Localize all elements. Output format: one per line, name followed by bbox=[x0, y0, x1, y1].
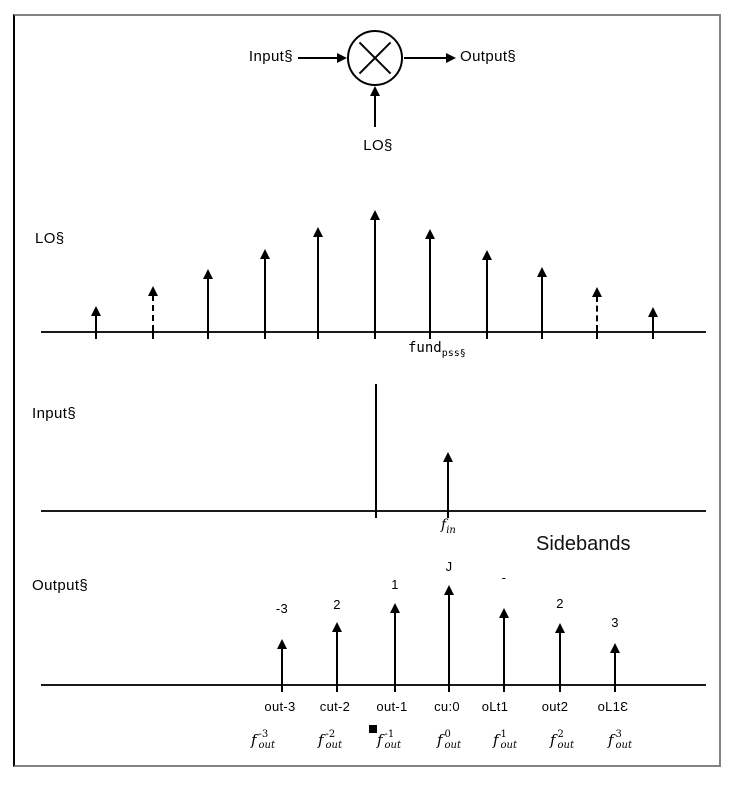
lo-harmonic-stem bbox=[596, 296, 598, 331]
f-out-text: f bbox=[492, 731, 499, 749]
f-out-supsub bbox=[385, 729, 401, 751]
lo-harmonic-tick bbox=[95, 331, 97, 339]
mixer-input-label: Input§ bbox=[248, 48, 293, 65]
f-in-text: f bbox=[441, 517, 447, 533]
output-harmonic-tick bbox=[559, 684, 561, 692]
lo-harmonic-stem bbox=[429, 238, 431, 331]
f-out-superscript: 2 bbox=[557, 729, 564, 740]
output-harmonic-tick bbox=[336, 684, 338, 692]
f-out-text: f bbox=[250, 731, 257, 749]
f-in-label bbox=[441, 517, 456, 536]
f-out-text: f bbox=[436, 731, 443, 749]
lo-harmonic-stem bbox=[652, 316, 654, 331]
lo-harmonic-tick bbox=[429, 331, 431, 339]
lo-spectrum-label: LO§ bbox=[35, 230, 65, 247]
lo-harmonic-stem bbox=[317, 236, 319, 331]
f-out-superscript: 3 bbox=[615, 729, 622, 740]
output-name-label: cu:0 bbox=[434, 699, 460, 714]
lo-harmonic-tick bbox=[652, 331, 654, 339]
f-out-subscript: out bbox=[557, 740, 575, 751]
output-harmonic-stem bbox=[394, 612, 396, 684]
lo-harmonic-stem bbox=[95, 315, 97, 331]
f-out-supsub bbox=[501, 729, 517, 751]
f-out-subscript: out bbox=[325, 740, 343, 751]
output-harmonic-stem bbox=[448, 594, 450, 684]
lo-harmonic-stem bbox=[486, 259, 488, 331]
f-out-label bbox=[493, 729, 517, 751]
lo-harmonic-tick bbox=[596, 331, 598, 339]
fund-subscript: pss§ bbox=[441, 347, 466, 359]
mixer-output-label: Output§ bbox=[460, 48, 517, 65]
mixer-circle-icon bbox=[347, 30, 403, 86]
f-out-label bbox=[550, 729, 574, 751]
output-arrow-line bbox=[404, 57, 447, 59]
f-out-supsub bbox=[616, 729, 632, 751]
fund-pss-label bbox=[408, 340, 466, 359]
lo-harmonic-stem bbox=[374, 219, 376, 331]
mixer-lo-label: LO§ bbox=[363, 137, 393, 154]
sidebands-annotation: Sidebands bbox=[536, 533, 631, 555]
input-baseline bbox=[41, 510, 706, 512]
f-out-label bbox=[318, 729, 342, 751]
lo-harmonic-tick bbox=[264, 331, 266, 339]
input-spike-tick bbox=[375, 510, 377, 518]
f-in-subscript: in bbox=[446, 524, 456, 536]
f-out-label bbox=[437, 729, 461, 751]
output-name-label: oL1Ɛ bbox=[597, 699, 629, 714]
output-harmonic-number-label: 2 bbox=[556, 596, 564, 611]
output-name-label: out-1 bbox=[376, 699, 408, 714]
output-name-label: cut-2 bbox=[319, 699, 351, 714]
lo-harmonic-stem bbox=[541, 276, 543, 331]
output-name-label: oLt1 bbox=[481, 699, 509, 714]
output-spectrum-label: Output§ bbox=[32, 577, 89, 594]
output-harmonic-tick bbox=[503, 684, 505, 692]
lo-harmonic-tick bbox=[541, 331, 543, 339]
f-out-text: f bbox=[607, 731, 614, 749]
output-harmonic-number-label: - bbox=[501, 570, 507, 585]
output-name-label: out2 bbox=[541, 699, 569, 714]
input-spike-stem bbox=[375, 384, 377, 510]
f-out-superscript: -1 bbox=[384, 729, 395, 740]
output-harmonic-tick bbox=[448, 684, 450, 692]
f-out-text: f bbox=[317, 731, 324, 749]
f-out-subscript: out bbox=[444, 740, 462, 751]
output-harmonic-stem bbox=[336, 631, 338, 684]
output-harmonic-number-label: 1 bbox=[391, 577, 399, 592]
f-out-label bbox=[251, 729, 275, 751]
output-harmonic-tick bbox=[614, 684, 616, 692]
lo-harmonic-stem bbox=[152, 295, 154, 331]
output-arrowhead-icon bbox=[446, 53, 456, 63]
input-spectrum-label: Input§ bbox=[32, 405, 77, 422]
f-out-subscript: out bbox=[615, 740, 633, 751]
output-harmonic-stem bbox=[281, 648, 283, 684]
f-out-superscript: -2 bbox=[325, 729, 336, 740]
output-harmonic-stem bbox=[503, 617, 505, 684]
output-harmonic-number-label: 2 bbox=[333, 597, 341, 612]
f-out-superscript: 1 bbox=[500, 729, 507, 740]
f-out-supsub bbox=[326, 729, 342, 751]
f-out-label bbox=[377, 729, 401, 751]
lo-arrow-line bbox=[374, 96, 376, 127]
f-out-superscript: -3 bbox=[258, 729, 269, 740]
output-harmonic-tick bbox=[281, 684, 283, 692]
input-arrow-line bbox=[298, 57, 340, 59]
f-out-text: f bbox=[376, 731, 383, 749]
lo-harmonic-tick bbox=[152, 331, 154, 339]
output-baseline bbox=[41, 684, 706, 686]
output-name-label: out-3 bbox=[264, 699, 296, 714]
f-out-subscript: out bbox=[384, 740, 402, 751]
f-out-supsub bbox=[558, 729, 574, 751]
artifact-square-icon bbox=[369, 725, 377, 733]
lo-harmonic-stem bbox=[207, 278, 209, 331]
f-out-subscript: out bbox=[258, 740, 276, 751]
output-harmonic-number-label: -3 bbox=[275, 601, 289, 616]
lo-harmonic-tick bbox=[207, 331, 209, 339]
f-out-supsub bbox=[445, 729, 461, 751]
lo-arrowhead-icon bbox=[370, 86, 380, 96]
lo-harmonic-tick bbox=[486, 331, 488, 339]
output-harmonic-stem bbox=[559, 632, 561, 684]
fund-text: fund bbox=[408, 340, 442, 356]
output-harmonic-number-label: 3 bbox=[611, 615, 619, 630]
output-harmonic-tick bbox=[394, 684, 396, 692]
lo-harmonic-tick bbox=[317, 331, 319, 339]
f-out-label bbox=[608, 729, 632, 751]
f-out-text: f bbox=[549, 731, 556, 749]
f-out-superscript: 0 bbox=[444, 729, 451, 740]
input-spike-stem bbox=[447, 461, 449, 510]
output-harmonic-number-label: J bbox=[445, 559, 453, 574]
f-out-supsub bbox=[259, 729, 275, 751]
lo-harmonic-tick bbox=[374, 331, 376, 339]
f-out-subscript: out bbox=[500, 740, 518, 751]
output-harmonic-stem bbox=[614, 652, 616, 684]
lo-harmonic-stem bbox=[264, 258, 266, 331]
input-arrowhead-icon bbox=[337, 53, 347, 63]
